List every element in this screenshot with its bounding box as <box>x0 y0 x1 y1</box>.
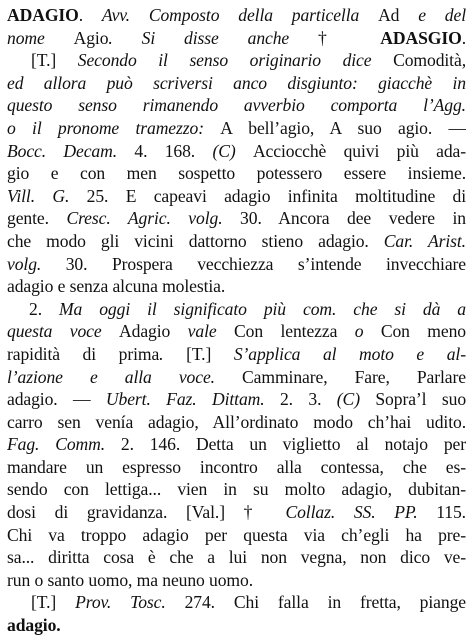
entry-text: (C) <box>336 389 376 410</box>
entry-text: . <box>159 343 187 364</box>
entry-line <box>7 207 466 230</box>
entry-text: 4. 168. <box>117 140 213 161</box>
entry-line <box>7 343 466 366</box>
entry-line <box>7 275 466 298</box>
entry-text: questa voce <box>7 321 120 342</box>
entry-text: Collaz. SS. PP. <box>285 502 418 523</box>
entry-text: dosi di gravidanza. [Val.] † <box>7 502 286 523</box>
entry-text: 2. 3. <box>264 389 337 410</box>
entry-text: vale <box>170 321 234 342</box>
entry-text: Comodità <box>393 50 462 71</box>
entry-text: Camminare, Fare, Parlare <box>242 366 466 387</box>
entry-line <box>7 478 466 501</box>
entry-text: S’applica al moto e al- <box>233 343 466 364</box>
entry-text: ADASGIO <box>380 27 462 48</box>
entry-text: o <box>337 321 381 342</box>
entry-text: sa... diritta cosa è che a lui non vegna, non dico ve- <box>7 547 466 568</box>
entry-text: 2. 146. Detta un viglietto al notajo per <box>105 434 466 455</box>
entry-text: volg. <box>7 253 42 274</box>
entry-text: . <box>78 5 102 25</box>
entry-line <box>7 501 466 524</box>
entry-line <box>7 591 466 614</box>
entry-line <box>7 4 466 27</box>
entry-line <box>7 546 466 569</box>
entry-text: Bocc. Decam. <box>7 140 118 161</box>
entry-text: run o santo uomo, ma neuno uomo. <box>7 569 254 590</box>
entry-line <box>7 298 466 321</box>
entry-line <box>7 524 466 547</box>
entry-line <box>7 456 466 479</box>
entry-text: che modo gli vicini dattorno stieno adagio. <box>7 230 384 251</box>
entry-text: mandare un espresso incontro alla contessa, che es- <box>7 456 466 477</box>
entry-line <box>7 72 466 95</box>
entry-text: adagio. <box>7 615 61 636</box>
entry-line <box>7 366 466 389</box>
entry-text: o il pronome tramezzo: <box>7 117 221 138</box>
entry-line <box>7 320 466 343</box>
entry-text: A bell’agio, A suo agio. — <box>220 117 466 138</box>
entry-text: † <box>318 27 381 48</box>
entry-text: Ubert. Faz. Dittam. <box>105 389 265 410</box>
entry-text: Car. Arist. <box>383 230 466 251</box>
entry-text: adagio. — <box>7 389 106 410</box>
entry-text: 115. <box>417 502 466 523</box>
entry-line <box>7 614 466 637</box>
entry-line <box>7 185 466 208</box>
entry-line <box>7 230 466 253</box>
entry-text: Chi va troppo adagio per questa via ch’egli ha pre- <box>7 524 466 545</box>
entry-text: rapidità di prima <box>7 343 160 364</box>
entry-line <box>7 117 466 140</box>
entry-text: gente. <box>7 208 67 229</box>
entry-text: [T.] <box>186 343 234 364</box>
entry-line <box>7 94 466 117</box>
entry-line <box>7 140 466 163</box>
entry-text: carro sen venía adagio, All’ordinato modo ch’hai udito. <box>7 411 466 432</box>
entry-text: ADAGIO <box>7 5 79 25</box>
dictionary-entry-adagio <box>7 4 466 637</box>
entry-text: l’azione e alla voce. <box>7 366 243 387</box>
entry-text: ed allora può scriversi anco disgiunto: giacchè in <box>7 72 466 93</box>
entry-text: , <box>461 50 466 71</box>
entry-line <box>7 27 466 50</box>
entry-text: Cresc. Agric. volg. <box>66 208 223 229</box>
entry-text: Adagio <box>119 321 171 342</box>
entry-text: nome <box>7 27 74 48</box>
entry-text: [T.] <box>31 50 78 71</box>
entry-text: Acciocchè quivi più ada- <box>252 140 466 161</box>
entry-text: 2. <box>29 298 59 319</box>
entry-text: [T.] <box>31 592 76 613</box>
entry-text: Sopra’l suo <box>375 389 466 410</box>
entry-text: adagio e senza alcuna molestia. <box>7 276 226 297</box>
entry-text: Ma oggi il significato più com. che si dà a <box>58 298 466 319</box>
entry-text: 25. E capeavi adagio infinita moltitudine di <box>69 185 466 206</box>
entry-text: 30. Prospera vecchiezza s’intende invecchiare <box>41 253 466 274</box>
entry-text: Con meno <box>380 321 466 342</box>
entry-text: 274. Chi falla in fretta, piange <box>165 592 466 613</box>
entry-text: Prov. Tosc. <box>75 592 166 613</box>
entry-text: Fag. Comm. <box>7 434 106 455</box>
entry-line <box>7 411 466 434</box>
entry-text: Vill. G. <box>7 185 70 206</box>
entry-text: . Si disse anche <box>108 27 319 48</box>
entry-line <box>7 388 466 411</box>
entry-line <box>7 162 466 185</box>
entry-text: Con lentezza <box>234 321 338 342</box>
entry-text: Ad <box>378 5 400 25</box>
entry-text: Agio <box>73 27 109 48</box>
entry-text: questo senso rimanendo avverbio comporta l’Agg. <box>7 95 466 116</box>
entry-text: (C) <box>212 140 253 161</box>
entry-text: . <box>461 27 466 48</box>
entry-line <box>7 253 466 276</box>
entry-text: gio e con men sospetto potessero essere insieme. <box>7 163 466 184</box>
entry-text: sendo con lettiga... vien in su molto adagio, dubitan- <box>7 479 466 500</box>
entry-text: Avv. Composto della particella <box>101 5 379 25</box>
entry-text: e del <box>399 5 466 25</box>
entry-text: Secondo il senso originario dice <box>77 50 394 71</box>
entry-line <box>7 49 466 72</box>
entry-text: 30. Ancora dee vedere in <box>222 208 466 229</box>
entry-line <box>7 569 466 592</box>
entry-line <box>7 433 466 456</box>
